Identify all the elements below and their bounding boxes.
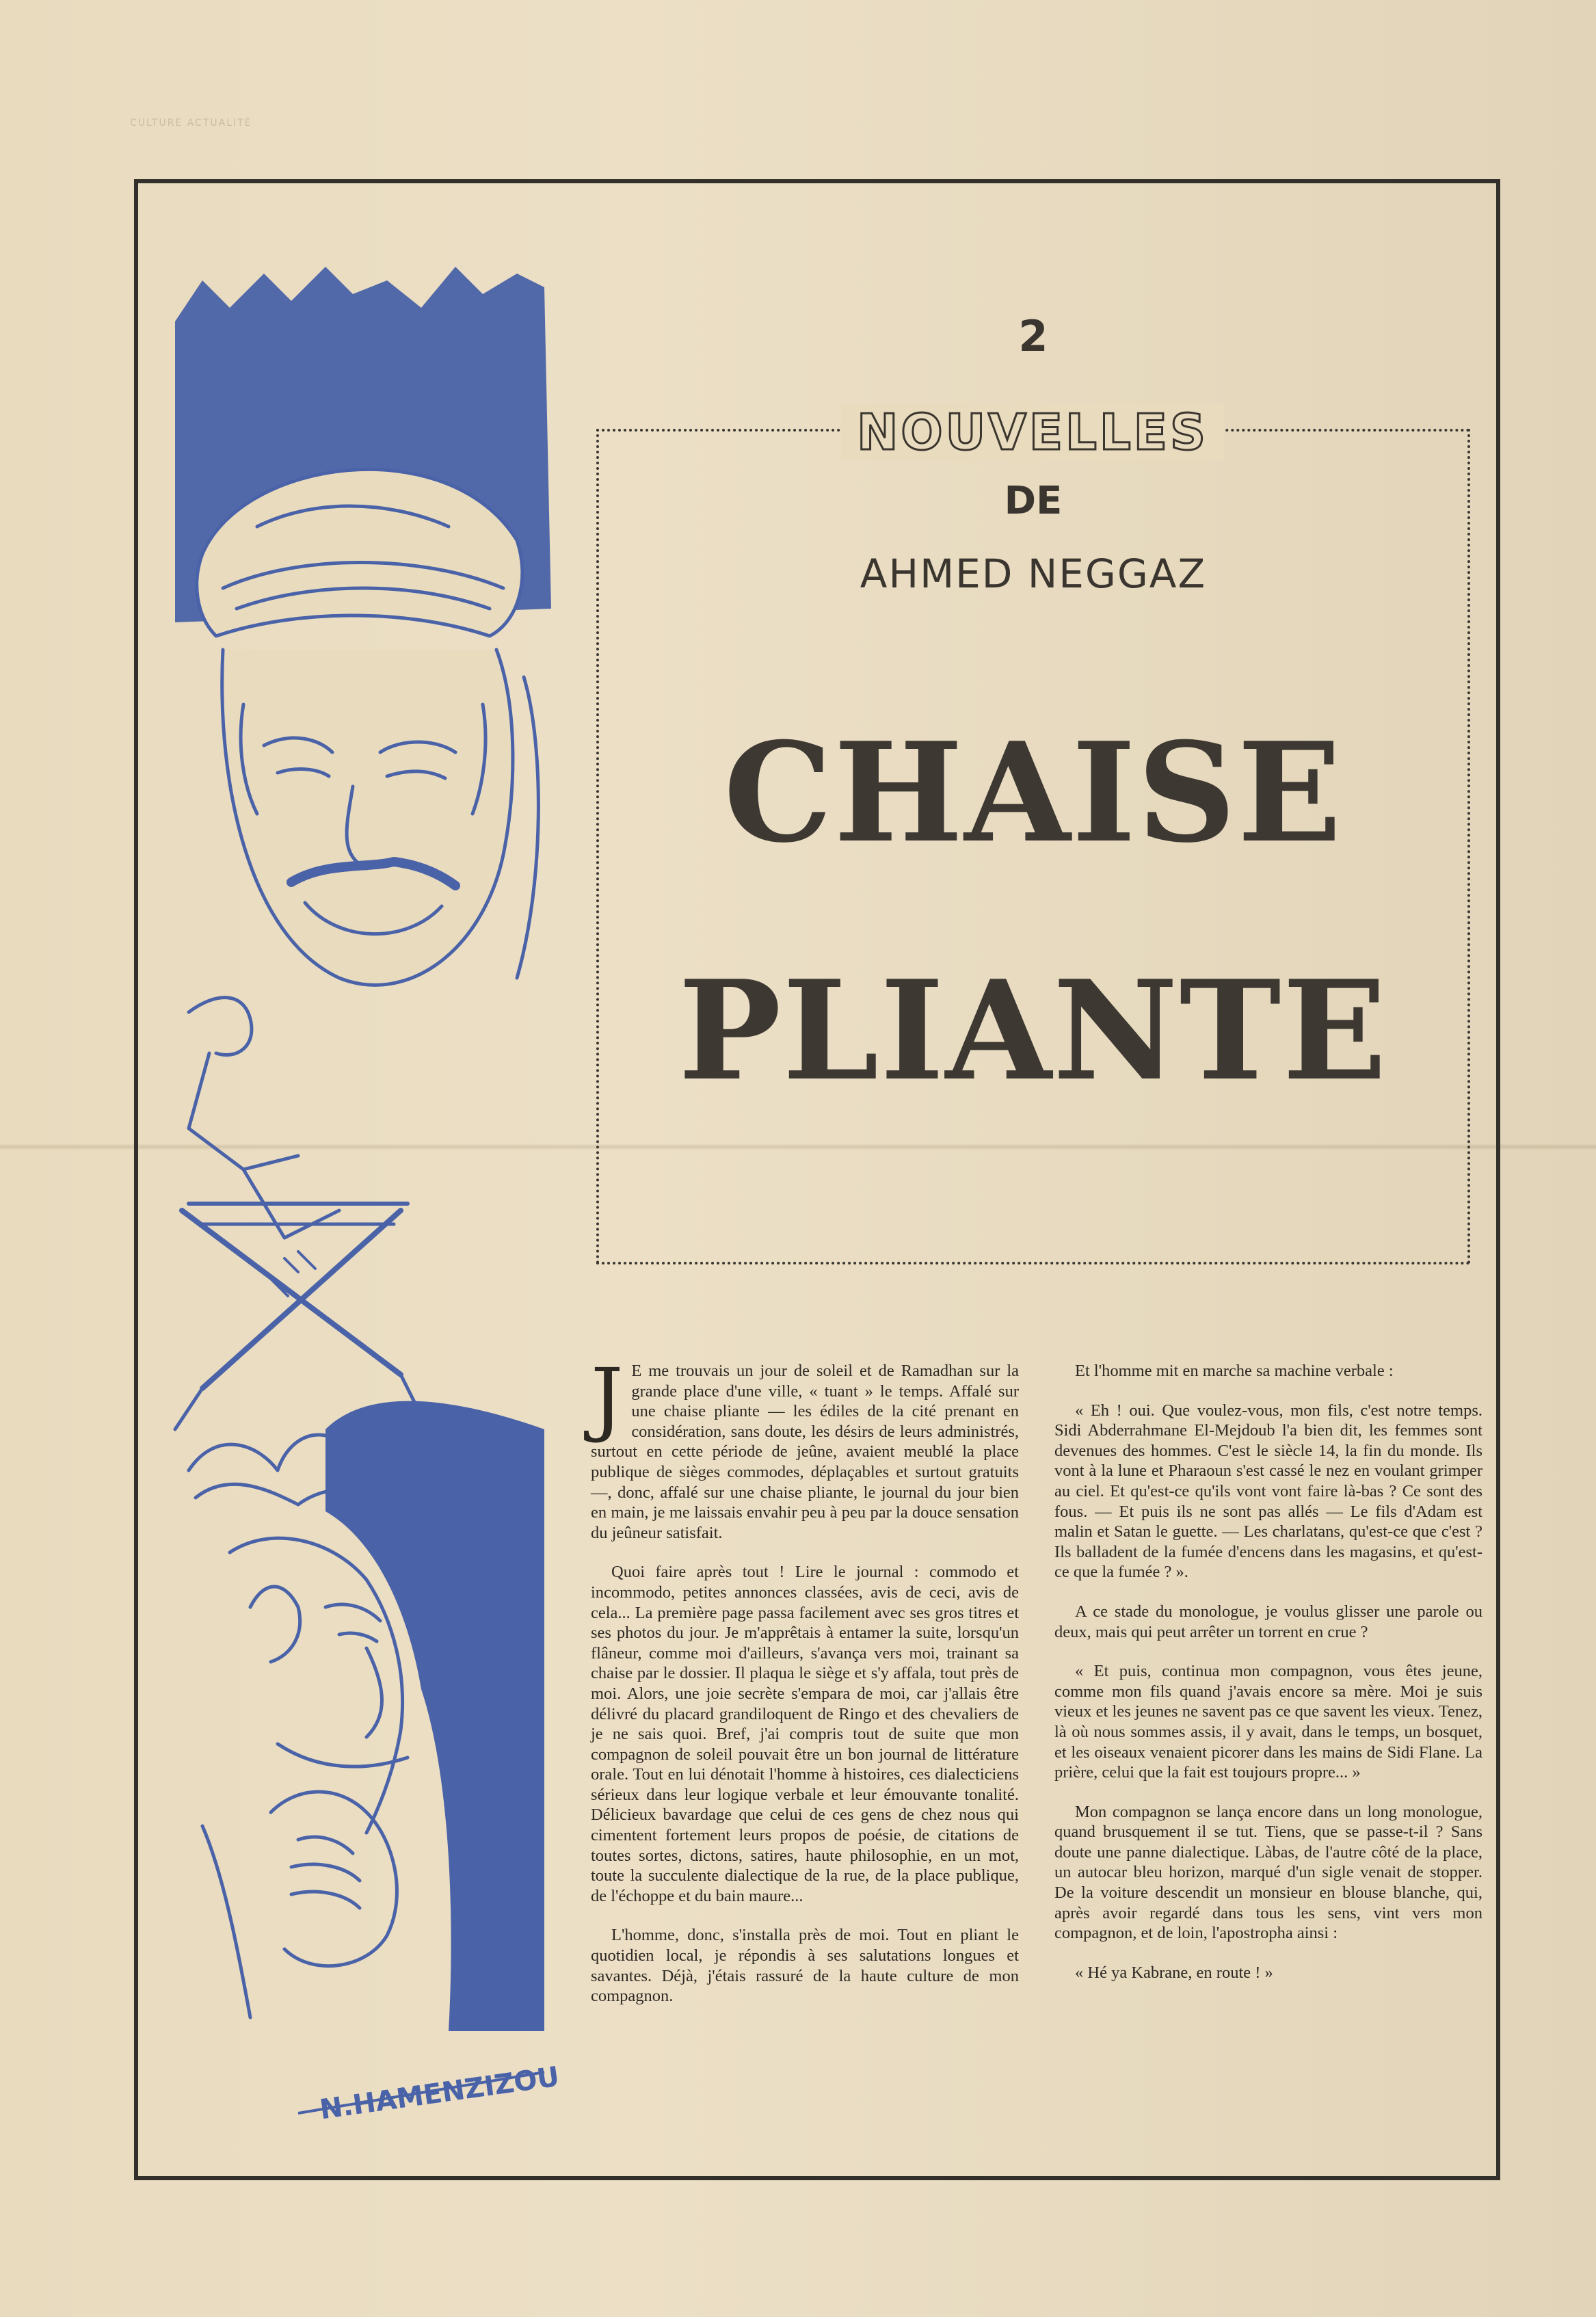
- article-column-2: [1054, 1361, 1482, 2002]
- illustrator-signature: N.HAMENZIZOU: [317, 2061, 561, 2126]
- author-name: AHMED NEGGAZ: [860, 551, 1207, 597]
- paragraph: J E me trouvais un jour de soleil et de Ramadhan sur la grande place d'une ville, « tuant » le temps. Affalé sur une chaise pliante — les édiles de la cité prenant en considération, sans doute, les désirs de leurs administrés, surtout en cette période de jeûne, avaient meublé la place publique de sièges commodes, déplaçables et surtout gratuits —, donc, affalé sur une chaise pliante, le journal du jour bien en main, je me laissais envahir peu à peu par la douce sensation du jeûneur satisfait.: [591, 1351, 1019, 1542]
- paragraph: A ce stade du monologue, je voulus glisser une parole ou deux, mais qui peut arrêter un torrent en crue ?: [1054, 1602, 1482, 1641]
- paragraph: « Eh ! oui. Que voulez-vous, mon fils, c'est notre temps. Sidi Abderrahmane El-Mejdoub l'a bien dit, les femmes sont devenues des hommes. C'est le siècle 14, la fin du monde. Ils vont à la lune et Pharaoun s'est cassé le nez en voulant grimper au ciel. Et qu'est-ce qu'ils vont vont faire là-bas ? Ce sont des fous. — Et puis ils ne sont pas allés — Le fils d'Adam est malin et Satan le guette. — Les charlatans, qu'est-ce que c'est ? Ils balladent de la fumée d'encens dans les magasins, et qu'est-ce que la fumée ? ».: [1054, 1401, 1482, 1582]
- de-heading: DE: [1004, 479, 1063, 523]
- paragraph: Mon compagnon se lança encore dans un long monologue, quand brusquement il se tut. Tiens, que se passe-t-il ? Sans doute une panne dialectique. Làbas, de l'autre côté de la place, un autocar bleu horizon, marqué d'un sigle venait de stopper. De la voiture descendit un monsieur en blouse blanche, qui, après avoir regardé dans tous les sens, vint vers mon compagnon, et de loin, l'apostropha ainsi :: [1054, 1802, 1482, 1943]
- paragraph: Quoi faire après tout ! Lire le journal : commodo et incommodo, petites annonces classées, avis de ceci, avis de cela... La première page passa facilement avec ses gros titres et ses photos du jour. Je m'apprêtais à entamer la suite, lorsqu'un flâneur, comme moi d'ailleurs, s'avança vers moi, trainant sa chaise par le dossier. Il plaqua le siège et s'y affala, tout près de moi. Alors, une joie secrète s'empara de moi, car j'allais être délivré du placard grandiloquent de Ringo et des chevaliers de je ne sais quoi. Bref, j'ai compris tout de suite que mon compagnon de soleil pouvait être un bon journal de littérature orale. Tout en lui dénotait l'homme à histoires, ces dialecticiens sérieux dans leur logique verbale et leur émouvante tonalité. Délicieux bavardage que celui de ces gens de chez nous qui cimentent fortement leurs propos de poésie, de citations de toutes sortes, dictons, satires, haute philosophie, en un mot, toute la succulente dialectique de la rue, de la place publique, de l'échoppe et du bain maure...: [591, 1563, 1019, 1905]
- nouvelles-heading: NOUVELLES: [841, 403, 1224, 461]
- article-column-1: [591, 1351, 1019, 2026]
- story-title-line1: CHAISE: [723, 713, 1343, 873]
- series-number: 2: [1018, 311, 1048, 361]
- header-kicker: CULTURE ACTUALITÉ: [130, 118, 252, 129]
- story-title-line2: PLIANTE: [678, 951, 1388, 1111]
- paragraph: Et l'homme mit en marche sa machine verbale :: [1075, 1362, 1394, 1380]
- paragraph: « Et puis, continua mon compagnon, vous êtes jeune, comme mon fils quand j'avais encore sa mère. Moi je suis vieux et les jeunes ne savent pas ce que savent les vieux. Tenez, là où nous sommes assis, il y avait, dans le temps, un bosquet, et les oiseaux venaient picorer dans les mains de Sidi Flane. La prière, celui que la fait est toujours propre... »: [1054, 1662, 1482, 1782]
- paragraph: L'homme, donc, s'installa près de moi. Tout en pliant le quotidien local, je répondis à ses salutations longues et savantes. Déjà, j'étais rassuré de la haute culture de mon compagnon.: [591, 1926, 1019, 2006]
- drop-cap: J: [591, 1351, 624, 1445]
- paragraph: « Hé ya Kabrane, en route ! »: [1075, 1963, 1273, 1982]
- portrait-illustration: [161, 267, 565, 2127]
